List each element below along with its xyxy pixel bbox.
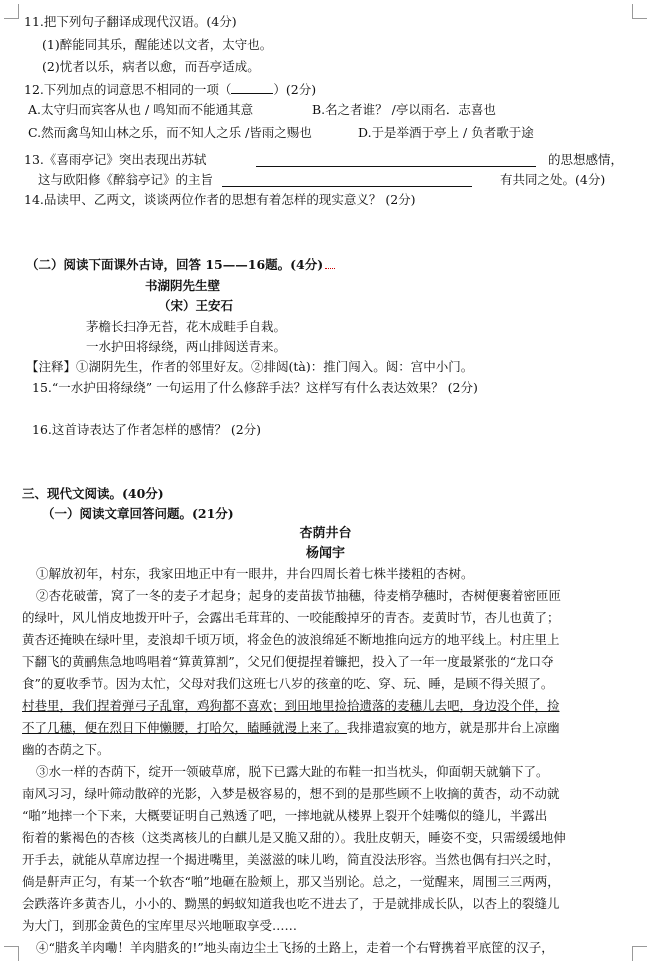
paragraph-2-line-2: 的绿叶，风儿悄皮地拨开叶子，会露出毛茸茸的、一咬能酸掉牙的青杏。麦黄时节，杏儿也黄了； (22, 610, 560, 625)
q11-sentence-2: (2)忧者以乐，病者以愈，而吾亭适成。 (42, 59, 260, 74)
paragraph-3-line-3: “啪”地摔一个下来，大概要证明自己熟透了吧，一摔地就从楼界上裂开个娃嘴似的缝儿，半露出 (22, 808, 548, 823)
q12-answer-blank[interactable] (231, 80, 273, 94)
section2-heading-text: （二）阅读下面课外古诗，回答 15——16题。(4分) (26, 257, 324, 272)
q14-stem: 14.品读甲、乙两文，谈谈两位作者的思想有着怎样的现实意义？ (2分) (24, 192, 416, 207)
section3-heading: 三、现代文阅读。(40分) (22, 486, 164, 501)
q12-stem-b: ）(2分) (273, 82, 317, 97)
article-author: 杨闻宇 (305, 546, 345, 561)
q13-part-b: 的思想感情， (548, 152, 624, 167)
paragraph-4-line-1: ④“腊炙羊肉嘞！羊肉腊炙的!”地头南边尘土飞扬的土路上，走着一个右臂携着平底筐的汉子， (36, 940, 554, 955)
poem-note: 【注释】①湖阴先生，作者的邻里好友。②排闼(tà)：推门闯入。闼：宫中小门。 (26, 359, 474, 374)
article-title: 杏荫井台 (299, 526, 352, 541)
paragraph-3-line-6: 倘是鼾声正匀，有某一个软杏“啪”地砸在脸颊上，那又当别论。总之，一觉醒来，周围三三两两， (22, 874, 560, 889)
paragraph-1: ①解放初年，村东，我家田地正中有一眼井，井台四周长着七株半搂粗的杏树。 (36, 566, 474, 581)
paragraph-3-line-7: 会跌落许多黄杏儿，小小的、黝黑的蚂蚁知道我也吃不进去了，于是就排成长队，以杏上的裂缝儿 (22, 896, 560, 911)
q16-stem: 16.这首诗表达了作者怎样的感情？ (2分) (32, 422, 262, 437)
spellcheck-mark (325, 262, 335, 269)
q12-stem-a: 12.下列加点的词意思不相同的一项（ (24, 82, 232, 97)
paragraph-3-line-5: 开手去，就能从草席边捏一个揭进嘴里，美滋滋的味儿哟，简直没法形容。当然也偶有扫兴之时， (22, 852, 560, 867)
q13-blank-1[interactable] (256, 153, 536, 167)
paragraph-2-line-8: 幽的杏荫之下。 (22, 742, 110, 757)
paragraph-2-line-6-underlined: 村巷里，我们捏着弹弓子乱窜，鸡狗都不喜欢；到田地里捡拾遗落的麦穗儿去吧，身边没个伴，捡 (22, 698, 560, 713)
poem-line-2: 一水护田将绿绕，两山排闼送青来。 (86, 339, 287, 354)
paragraph-3-line-2: 南风习习，绿叶筛动散碎的光影，入梦是极容易的，想不到的是那些顾不上收摘的黄杏，动不动就 (22, 786, 560, 801)
paragraph-3-line-4: 衔着的紫褐色的杏核（这类离核儿的白麒儿是又脆又甜的）。我肚皮朝天，睡姿不变，只需缓缓地伸 (22, 830, 566, 845)
q12-option-d: D.于是举酒于亭上 / 负者歌于途 (358, 125, 534, 140)
paragraph-3-line-1: ③水一样的杏荫下，绽开一领破草席，脱下已露大趾的布鞋一扣当枕头，仰面朝天就躺下了。 (36, 764, 549, 779)
paragraph-2-line-7-underlined: 不了几穗，便在烈日下伸懒腰，打哈欠，瞌睡就漫上来了。 (22, 720, 348, 735)
q12-option-b: B.名之者谁？ /亭以雨名．志喜也 (312, 102, 496, 117)
q11-sentence-1: (1)醉能同其乐，醒能述以文者，太守也。 (42, 37, 273, 52)
paragraph-2-line-1: ②杏花破蕾，窝了一冬的麦子才起身；起身的麦苗拔节抽穗，待麦梢孕穗时，杏树便裹着密匝匝 (36, 588, 562, 603)
q13-part-a: 13.《喜雨亭记》突出表现出苏轼 (24, 152, 207, 167)
section3-subheading: （一）阅读文章回答问题。(21分) (42, 506, 234, 521)
paragraph-2-line-7-rest: 我排遣寂寞的地方，就是那井台上凉幽 (347, 720, 560, 735)
paragraph-2-line-5: 食”的夏收季节。因为太忙，父母对我们这班七八岁的孩童的吃、穿、玩、睡，是顾不得关照了。 (22, 676, 554, 691)
poem-line-1: 茅檐长扫净无苔，花木成畦手自栽。 (86, 319, 287, 334)
paragraph-2-line-3: 黄杏还掩映在绿叶里，麦浪却千顷万顷，将金色的波浪绵延不断地推向远方的地平线上。村庄里上 (22, 632, 560, 647)
poem-title: 书湖阴先生壁 (145, 278, 221, 293)
q13-part-d: 有共同之处。(4分) (500, 172, 606, 187)
crop-mark-top-left (4, 4, 19, 19)
q12-option-a: A.太守归而宾客从也 / 鸣知而不能通其意 (28, 102, 254, 117)
q12-stem (24, 80, 316, 98)
crop-mark-bottom-right (632, 946, 647, 961)
paragraph-2-line-7 (22, 720, 560, 736)
q15-stem: 15.“一水护田将绿绕” 一句运用了什么修辞手法？这样写有什么表达效果？ (2分) (32, 380, 478, 395)
q11-stem: 11.把下列句子翻译成现代汉语。(4分) (24, 14, 237, 29)
paragraph-3-line-8: 为大门，到那金黄色的宝库里尽兴地咂取享受…… (22, 918, 298, 933)
paragraph-2-line-4: 下翻飞的黄鹂焦急地鸣唱着“算黄算割”，父兄们便提捏着镰把，投入了一年一度最紧张的“龙口夺 (22, 654, 554, 669)
crop-mark-bottom-left (4, 946, 19, 961)
crop-mark-top-right (632, 4, 647, 19)
q13-blank-2[interactable] (222, 173, 472, 187)
poem-author: （宋）王安石 (158, 298, 234, 313)
q13-part-c: 这与欧阳修《醉翁亭记》的主旨 (38, 172, 214, 187)
section2-heading (26, 257, 335, 273)
q12-option-c: C.然而禽鸟知山林之乐，而不知人之乐 /皆雨之赐也 (28, 125, 312, 140)
